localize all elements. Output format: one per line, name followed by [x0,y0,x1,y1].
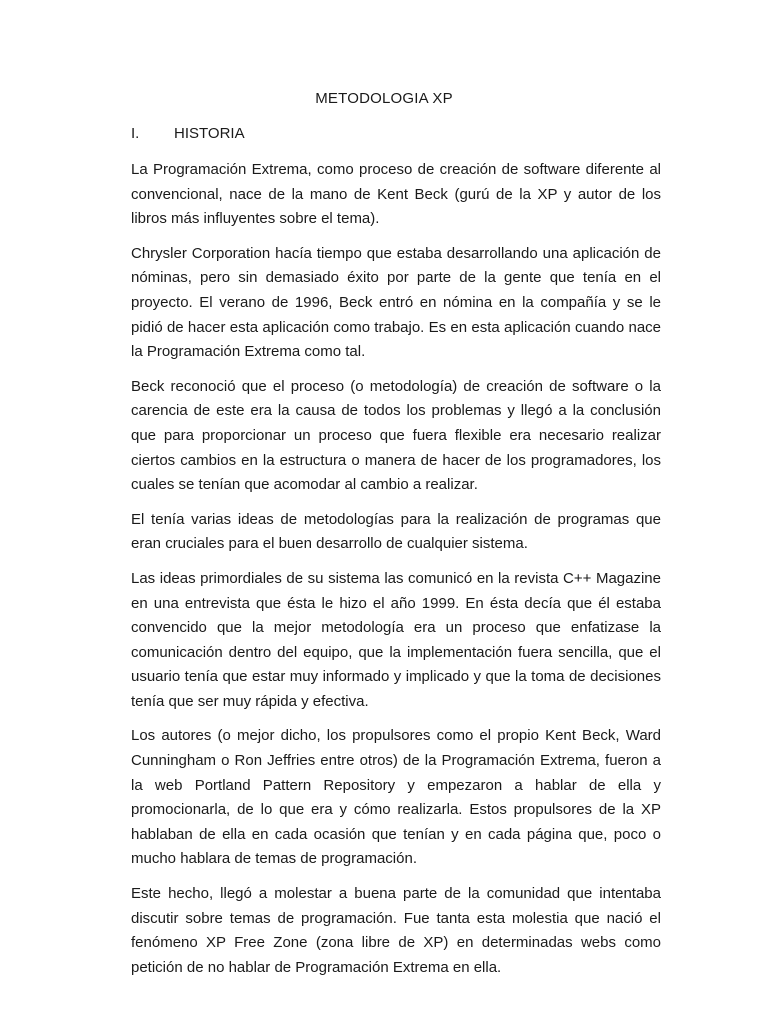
paragraph: El tenía varias ideas de metodologías para la realización de programas que eran cruciales para el buen desarrollo de cualquier sistema. [131,510,661,553]
paragraph: Los autores (o mejor dicho, los propulsores como el propio Kent Beck, Ward Cunningham o Ron Jeffries entre otros) de la Programación Extrema, fueron a la web Portland Pattern Repository y empezaron a hablar de ella y promocionarla, de lo que era y cómo realizarla. Estos propulsores de la XP hablaban de ella en cada ocasión que tenían y en cada página que, poco o mucho hablara de temas de programación. [131,727,661,868]
paragraph: Las ideas primordiales de su sistema las comunicó en la revista C++ Magazine en una entrevista que ésta le hizo el año 1999. En ésta decía que él estaba convencido que la mejor metodología era un proceso que enfatizase la comunicación dentro del equipo, que la implementación fuera sencilla, que el usuario tenía que estar muy informado y implicado y que la toma de decisiones tenía que ser muy rápida y efectiva. [131,569,661,710]
section-heading [131,125,245,142]
paragraph: Chrysler Corporation hacía tiempo que estaba desarrollando una aplicación de nóminas, pero sin demasiado éxito por parte de la gente que tenía en el proyecto. El verano de 1996, Beck entró en nómina en la compañía y se le pidió de hacer esta aplicación como trabajo. Es en esta aplicación cuando nace la Programación Extrema como tal. [131,244,661,361]
document-body [131,158,661,990]
document-title: METODOLOGIA XP [315,90,453,107]
paragraph: Este hecho, llegó a molestar a buena parte de la comunidad que intentaba discutir sobre temas de programación. Fue tanta esta molestia que nació el fenómeno XP Free Zone (zona libre de XP) en determinadas webs como petición de no hablar de Programación Extrema en ella. [131,885,661,976]
section-number: I. [131,125,140,142]
section-heading-text: HISTORIA [174,125,245,142]
paragraph: La Programación Extrema, como proceso de creación de software diferente al convencional, nace de la mano de Kent Beck (gurú de la XP y autor de los libros más influyentes sobre el tema). [131,161,661,228]
paragraph: Beck reconoció que el proceso (o metodología) de creación de software o la carencia de este era la causa de todos los problemas y llegó a la conclusión que para proporcionar un proceso que fuera flexible era necesario realizar ciertos cambios en la estructura o manera de hacer de los programadores, los cuales se tenían que acomodar al cambio a realizar. [131,377,661,494]
